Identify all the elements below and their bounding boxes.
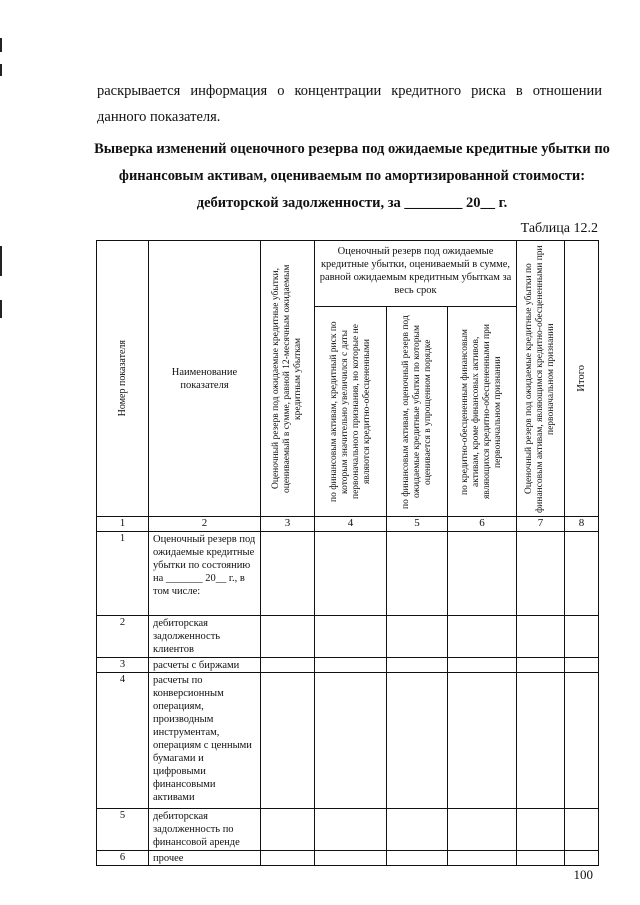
margin-mark xyxy=(0,38,2,52)
table-cell xyxy=(315,809,387,851)
reconciliation-table xyxy=(96,240,599,866)
table-cell xyxy=(315,532,387,616)
margin-mark xyxy=(0,246,2,276)
table-cell xyxy=(261,673,315,809)
table-cell xyxy=(387,673,448,809)
column-header-purchased-impaired: Оценочный резерв под ожидаемые кредитные убытки по финансовым активам, являющимся кредитно-обесцененными при первоначальном признании xyxy=(517,241,565,517)
column-header-number: Номер показателя xyxy=(97,241,149,517)
row-name: расчеты по конверсионным операциям, производным инструментам, операциям с ценными бумагами и цифровыми финансовыми активами xyxy=(149,673,261,809)
table-cell xyxy=(387,616,448,658)
table-cell xyxy=(387,809,448,851)
table-row xyxy=(97,616,599,658)
page-number: 100 xyxy=(573,867,593,882)
header-row-1 xyxy=(97,241,599,307)
table-cell xyxy=(517,673,565,809)
column-number: 2 xyxy=(149,517,261,532)
column-number: 1 xyxy=(97,517,149,532)
table-cell xyxy=(315,851,387,866)
table-cell xyxy=(517,616,565,658)
table-cell xyxy=(448,809,517,851)
table-cell xyxy=(517,851,565,866)
column-number: 5 xyxy=(387,517,448,532)
column-header-12-month: Оценочный резерв под ожидаемые кредитные убытки, оцениваемый в сумме, равной 12-месячным ожидаемым кредитным убыткам xyxy=(261,241,315,517)
table-cell xyxy=(387,532,448,616)
column-number: 4 xyxy=(315,517,387,532)
table-cell xyxy=(315,616,387,658)
column-number: 8 xyxy=(565,517,599,532)
column-header-name: Наименование показателя xyxy=(149,241,261,517)
table-cell xyxy=(565,658,599,673)
row-name: расчеты с биржами xyxy=(149,658,261,673)
row-number: 6 xyxy=(97,851,149,866)
row-name: прочее xyxy=(149,851,261,866)
row-number: 4 xyxy=(97,673,149,809)
margin-mark xyxy=(0,300,2,318)
table-row xyxy=(97,851,599,866)
table-cell xyxy=(565,673,599,809)
row-name: Оценочный резерв под ожидаемые кредитные убытки по состоянию на _______ 20__ г., в том числе: xyxy=(149,532,261,616)
table-cell xyxy=(315,658,387,673)
table-cell xyxy=(517,658,565,673)
table-cell xyxy=(517,809,565,851)
row-number: 2 xyxy=(97,616,149,658)
table-cell xyxy=(387,851,448,866)
table-cell xyxy=(448,851,517,866)
table-cell xyxy=(261,851,315,866)
column-header-total: Итого xyxy=(565,241,599,517)
table-cell xyxy=(261,658,315,673)
table-label: Таблица 12.2 xyxy=(520,221,598,236)
table-row xyxy=(97,532,599,616)
table-cell xyxy=(565,809,599,851)
table-cell xyxy=(261,532,315,616)
column-header-credit-impaired: по кредитно-обесцененным финансовым активам, кроме финансовых активов, являющихся кредитно-обесцененными при первоначальном признании xyxy=(448,307,517,517)
row-name: дебиторская задолженность клиентов xyxy=(149,616,261,658)
table-row xyxy=(97,673,599,809)
table-cell xyxy=(261,809,315,851)
table-cell xyxy=(565,616,599,658)
table-cell xyxy=(565,851,599,866)
table-cell xyxy=(517,532,565,616)
table-heading: Выверка изменений оценочного резерва под ожидаемые кредитные убытки по финансовым активам, оцениваемым по амортизированной стоимости: дебиторской задолженности, за ________ 20__ г. xyxy=(94,141,610,211)
table-cell xyxy=(448,658,517,673)
row-number: 3 xyxy=(97,658,149,673)
intro-paragraph: раскрывается информация о концентрации кредитного риска в отношении данного показателя. xyxy=(97,83,602,125)
row-name: дебиторская задолженность по финансовой аренде xyxy=(149,809,261,851)
column-number: 7 xyxy=(517,517,565,532)
table-cell xyxy=(387,658,448,673)
table-cell xyxy=(565,532,599,616)
table-cell xyxy=(448,532,517,616)
column-number-row xyxy=(97,517,599,532)
row-number: 1 xyxy=(97,532,149,616)
row-number: 5 xyxy=(97,809,149,851)
table-cell xyxy=(261,616,315,658)
column-header-increased-risk: по финансовым активам, кредитный риск по которым значительно увеличился с даты первоначального признания, но которые не являются кредитно-обесцененными xyxy=(315,307,387,517)
column-group-lifetime: Оценочный резерв под ожидаемые кредитные убытки, оцениваемый в сумме, равной ожидаемым кредитным убыткам за весь срок xyxy=(315,241,517,307)
column-number: 3 xyxy=(261,517,315,532)
table-cell xyxy=(448,673,517,809)
table-cell xyxy=(448,616,517,658)
column-number: 6 xyxy=(448,517,517,532)
column-header-simplified: по финансовым активам, оценочный резерв под ожидаемые кредитные убытки по которым оценивается в упрощенном порядке xyxy=(387,307,448,517)
table-row xyxy=(97,658,599,673)
table-row xyxy=(97,809,599,851)
margin-mark xyxy=(0,64,2,76)
table-cell xyxy=(315,673,387,809)
